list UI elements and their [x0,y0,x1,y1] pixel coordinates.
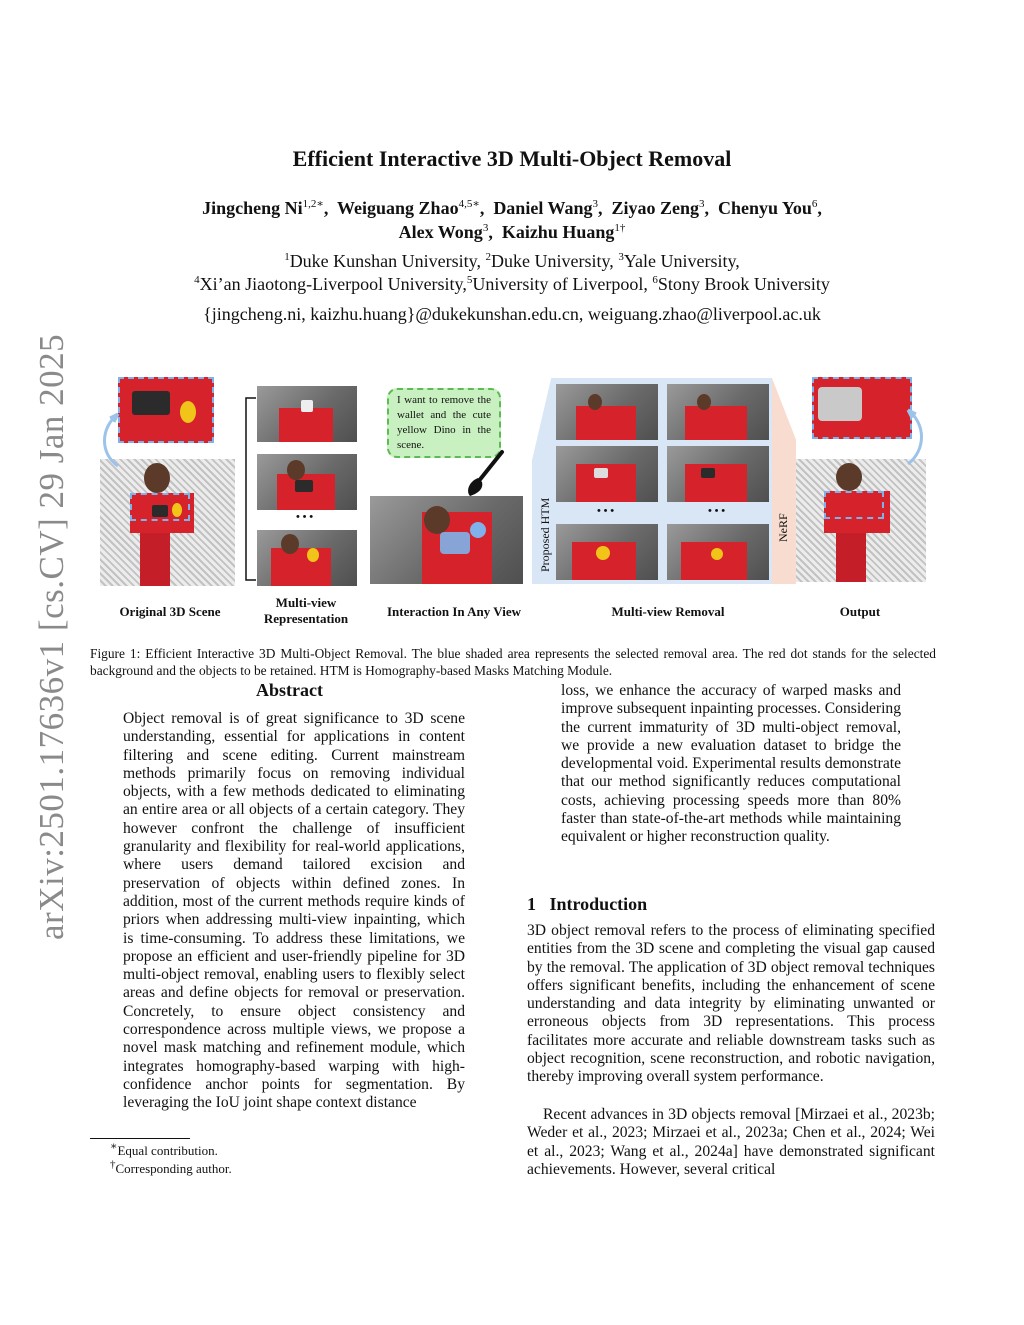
author: Ziyao Zeng [611,198,700,218]
author: Alex Wong [398,222,483,242]
ellipsis-dots: • • • [708,505,726,517]
author: Daniel Wang [493,198,593,218]
nerf-panel-background [772,378,796,584]
abstract-text-right: loss, we enhance the accuracy of warped masks and improve subsequent inpainting processes. Considering the current immaturity of 3D multi-object removal, we provide a new evaluation dataset to bridge the developmental void. Experimental results demonstrate that our method significantly reduces computational costs, achieving processing speeds more than 80% faster than state-of-the-art methods while maintaining equivalent or higher reconstruction quality. [561,682,901,846]
multiview-image-2 [257,454,357,510]
removal-view-image-3 [556,446,658,502]
author: Jingcheng Ni [202,198,303,218]
label-original-scene: Original 3D Scene [119,604,221,619]
author-emails: {jingcheng.ni, kaizhu.huang}@dukekunshan.edu.cn, weiguang.zhao@liverpool.ac.uk [203,304,821,324]
multiview-image-3 [257,530,357,586]
author: Chenyu You [718,198,812,218]
htm-label: Proposed HTM [538,497,552,572]
removal-view-image-5 [556,524,658,580]
bracket-icon [238,396,258,582]
authors-line-1: Jingcheng $Ni^{1,2∗}$, Weiguang Zhao$^{4,5∗}$, Daniel Wang$^3$, Ziyao Zeng$^3$, Chenyu You$^6$, [202,198,822,218]
removal-view-image-6 [667,524,769,580]
ellipsis-dots: • • • [296,511,314,523]
curved-arrow-icon [96,410,126,470]
multiview-image-1 [257,386,357,442]
label-multiview-representation: Multi-view Representation [263,595,349,626]
footnote-equal-contribution: ∗Equal contribution. [110,1140,218,1158]
removal-view-image-4 [667,446,769,502]
author: Weiguang Zhao [337,198,459,218]
authors-line-2: Alex Wong$^3$, Kaizhu Huang$^{1\dagger}$ [398,222,626,242]
original-scene-crop-image [118,377,214,443]
affiliations-line-2: $^4$Xi’an Jiaotong-Liverpool University,$^5$University of Liverpool, $^6$Stony Brook University [194,274,830,294]
ellipsis-dots: • • • [597,505,615,517]
affiliations-line-1: $^1$Duke Kunshan University, $^2$Duke University, $^3$Yale University, [284,251,740,271]
interaction-view-image [370,496,523,584]
footnote-rule [90,1138,190,1139]
intro-paragraph-2: Recent advances in 3D objects removal [Mirzaei et al., 2023b; Weder et al., 2023; Mirzaei et al., 2023a; Chen et al., 2024; Wei et al., 2023; Wang et al., 2024a] have demonstrated significant achievements. However, several critical [527,1106,935,1178]
footnote-corresponding-author: †Corresponding author. [110,1158,232,1176]
original-scene-image [100,459,235,586]
output-crop-image [812,377,912,439]
abstract-heading: Abstract [256,680,323,700]
output-scene-image [796,459,926,582]
label-interaction: Interaction In Any View [387,604,521,619]
arxiv-identifier: arXiv:2501.17636v1 [cs.CV] 29 Jan 2025 [32,333,71,940]
author: Kaizhu Huang [501,222,615,242]
paintbrush-icon [462,448,506,498]
label-multiview-removal: Multi-view Removal [611,604,725,619]
abstract-text-left: Object removal is of great significance to 3D scene understanding, essential for applications in content filtering and scene editing. Current mainstream methods primarily focus on removing individual objects, with a few methods dedicated to eliminating an entire area or all objects of a certain category. They however confront the challenge of insufficient granularity and flexibility for real-world applications, where users demand tailored excision and preservation of objects within defined zones. In addition, most of the current methods require kinds of priors when addressing multi-view inpainting, which is time-consuming. To address these limitations, we propose an efficient and user-friendly pipeline for 3D multi-object removal, enabling users to flexibly select areas and define objects for removal or preservation. Concretely, to ensure object consistency and correspondence across multiple views, we propose a novel mask matching and refinement module, which integrates homography-based warping with high-confidence anchor points for segmentation. By leveraging the IoU joint shape context distance [123,710,465,1112]
figure-caption: Figure 1: Efficient Interactive 3D Multi-Object Removal. The blue shaded area represents the selected removal area. The red dot stands for the selected background and the objects to be retained. HTM is Homography-based Masks Matching Module. [90,646,936,678]
removal-view-image-1 [556,384,658,440]
user-instruction-bubble: I want to remove the wallet and the cute yellow Dino in the scene. [387,388,501,458]
section-heading-introduction: 1 Introduction [527,894,648,914]
intro-paragraph-1: 3D object removal refers to the process of eliminating specified entities from the 3D scene and completing the visual gap caused by the removal. The application of 3D object removal techniques offers significant benefits, including the enhancement of scene understanding and data integrity by eliminating unwanted or erroneous objects from 3D representations. This process facilitates more accurate and reliable downstream tasks such as object recognition, scene reconstruction, and robotic navigation, thereby improving overall system performance. [527,922,935,1086]
nerf-label: NeRF [776,513,790,542]
curved-arrow-icon [900,406,930,468]
removal-view-image-2 [667,384,769,440]
label-output: Output [839,604,881,619]
paper-title: Efficient Interactive 3D Multi-Object Removal [292,146,732,171]
